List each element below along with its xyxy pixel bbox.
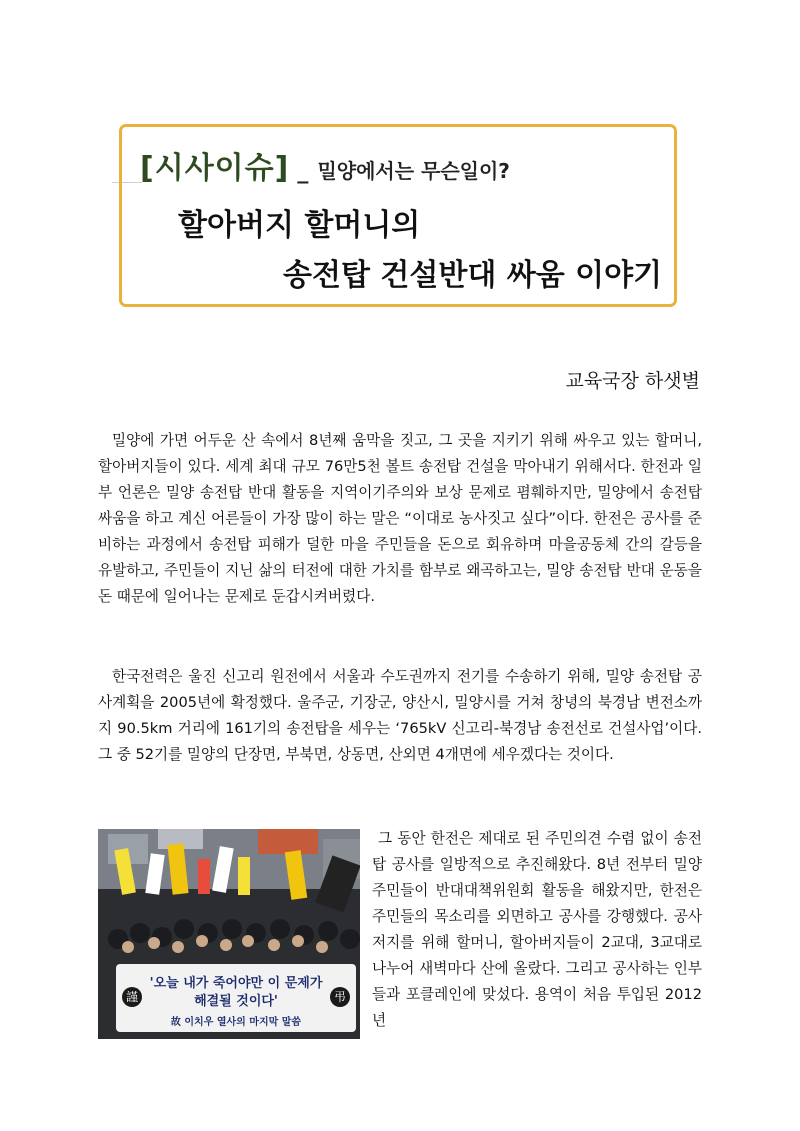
paragraph-2: 한국전력은 울진 신고리 원전에서 서울과 수도권까지 전기를 수송하기 위해, 밀양 송전탑 공사계획을 2005년에 확정했다. 울주군, 기장군, 양산시, 밀양시를 거쳐 창녕의 북경남 변전소까지 90.5km 거리에 161기의 송전탑을 세우는 ‘765kV 신고리-북경남 송전선로 건설사업’이다. 그 중 52기를 밀양의 단장면, 부북면, 상동면, 산외면 4개면에 세우겠다는 것이다.: [98, 668, 702, 763]
headline-line-1: 할아버지 할머니의: [178, 208, 421, 243]
headline-line-2: 송전탑 건설반대 싸움 이야기: [283, 258, 663, 293]
series-separator: _: [297, 159, 309, 184]
byline: 교육국장 하샛별: [565, 370, 700, 392]
paragraph-1: 밀양에 가면 어두운 산 속에서 8년째 움막을 짓고, 그 곳을 지키기 위해 싸우고 있는 할머니, 할아버지들이 있다. 세계 최대 규모 76만5천 볼트 송전탑 건설을 막아내기 위해서다. 한전과 일부 언론은 밀양 송전탑 반대 활동을 지역이기주의와 보상 문제로 폄훼하지만, 밀양에서 송전탑 싸움을 하고 계신 어른들이 가장 많이 하는 말은 “이대로 농사짓고 싶다”이다. 한전은 공사를 준비하는 과정에서 송전탑 피해가 덜한 마을 주민들을 돈으로 회유하며 마을공동체 간의 갈등을 유발하고, 주민들이 지닌 삶의 터전에 대한 가치를 함부로 왜곡하고는, 밀양 송전탑 반대 운동을 돈 때문에 일어나는 문제로 둔갑시켜버렸다.: [98, 432, 702, 605]
series-heading: [140, 143, 510, 187]
series-subtitle: 밀양에서는 무슨일이?: [317, 159, 510, 183]
banner-right-mark: 弔: [330, 987, 350, 1007]
banner-sub-text: 故 이치우 열사의 마지막 말씀: [170, 1017, 302, 1028]
banner-main-text: '오늘 내가 죽어야만 이 문제가 해결될 것이다': [149, 976, 323, 1009]
protest-photo: [98, 829, 360, 1039]
series-tag: [시사이슈]: [140, 151, 290, 186]
banner-left-mark: 謹: [122, 987, 142, 1007]
paragraph-3: 그 동안 한전은 제대로 된 주민의견 수렴 없이 송전탑 공사를 일방적으로 추진해왔다. 8년 전부터 밀양 주민들이 반대대책위원회 활동을 해왔지만, 한전은 주민들의 목소리를 외면하고 공사를 강행했다. 공사 저지를 위해 할머니, 할아버지들이 2교대, 3교대로 나누어 새벽마다 산에 올랐다. 그리고 공사하는 인부들과 포클레인에 맞섰다. 용역이 처음 투입된 2012년: [372, 830, 702, 1029]
